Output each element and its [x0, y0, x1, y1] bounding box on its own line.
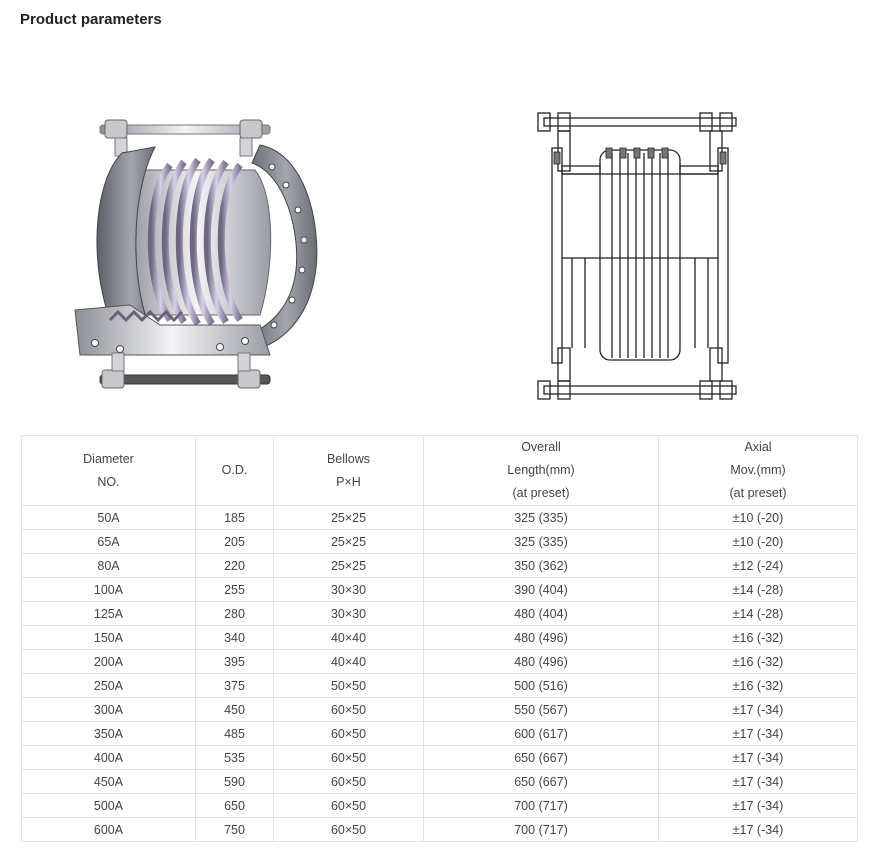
table-cell: 40×40 [274, 650, 424, 674]
table-cell: 30×30 [274, 602, 424, 626]
table-row [22, 602, 858, 626]
table-cell: ±17 (-34) [659, 770, 858, 794]
table-cell: ±17 (-34) [659, 746, 858, 770]
table-cell: 185 [196, 506, 274, 530]
table-cell: 395 [196, 650, 274, 674]
table-row [22, 698, 858, 722]
table-cell: 650 [196, 794, 274, 818]
table-cell: 350A [22, 722, 196, 746]
header-od: O.D. [196, 436, 274, 506]
table-cell: 450A [22, 770, 196, 794]
table-cell: 590 [196, 770, 274, 794]
table-cell: 325 (335) [424, 530, 659, 554]
table-cell: 600 (617) [424, 722, 659, 746]
table-cell: ±17 (-34) [659, 818, 858, 842]
table-row [22, 506, 858, 530]
header-axial-movement: Axial Mov.(mm) (at preset) [659, 436, 858, 506]
header-bellows: Bellows P×H [274, 436, 424, 506]
table-cell: 480 (496) [424, 626, 659, 650]
table-cell: 485 [196, 722, 274, 746]
table-row [22, 794, 858, 818]
expansion-joint-photo [60, 115, 320, 400]
table-cell: 340 [196, 626, 274, 650]
table-cell: 400A [22, 746, 196, 770]
table-cell: 220 [196, 554, 274, 578]
table-cell: 350 (362) [424, 554, 659, 578]
table-cell: 205 [196, 530, 274, 554]
table-cell: ±17 (-34) [659, 698, 858, 722]
table-row [22, 770, 858, 794]
table-cell: 750 [196, 818, 274, 842]
table-cell: 60×50 [274, 722, 424, 746]
table-cell: 650 (667) [424, 746, 659, 770]
table-row [22, 554, 858, 578]
table-cell: 480 (404) [424, 602, 659, 626]
table-cell: 450 [196, 698, 274, 722]
table-cell: 250A [22, 674, 196, 698]
table-header-row [22, 436, 858, 506]
table-cell: 40×40 [274, 626, 424, 650]
table-cell: ±14 (-28) [659, 602, 858, 626]
table-cell: 280 [196, 602, 274, 626]
table-cell: 200A [22, 650, 196, 674]
table-cell: ±10 (-20) [659, 530, 858, 554]
table-cell: 50×50 [274, 674, 424, 698]
table-cell: 80A [22, 554, 196, 578]
table-cell: ±17 (-34) [659, 794, 858, 818]
table-cell: 375 [196, 674, 274, 698]
table-cell: 25×25 [274, 530, 424, 554]
table-cell: 60×50 [274, 794, 424, 818]
table-cell: 500 (516) [424, 674, 659, 698]
table-row [22, 746, 858, 770]
table-cell: ±16 (-32) [659, 626, 858, 650]
table-cell: 30×30 [274, 578, 424, 602]
table-cell: 700 (717) [424, 818, 659, 842]
table-cell: ±10 (-20) [659, 506, 858, 530]
table-cell: 255 [196, 578, 274, 602]
table-cell: 50A [22, 506, 196, 530]
table-cell: ±12 (-24) [659, 554, 858, 578]
table-cell: 100A [22, 578, 196, 602]
table-row [22, 626, 858, 650]
table-cell: 480 (496) [424, 650, 659, 674]
table-cell: ±14 (-28) [659, 578, 858, 602]
table-cell: 300A [22, 698, 196, 722]
table-cell: 60×50 [274, 746, 424, 770]
table-cell: 650 (667) [424, 770, 659, 794]
table-cell: 25×25 [274, 554, 424, 578]
expansion-joint-drawing [530, 108, 750, 403]
table-cell: 700 (717) [424, 794, 659, 818]
table-cell: ±17 (-34) [659, 722, 858, 746]
header-overall-length: Overall Length(mm) (at preset) [424, 436, 659, 506]
table-cell: 600A [22, 818, 196, 842]
table-cell: 60×50 [274, 818, 424, 842]
table-row [22, 722, 858, 746]
table-cell: 325 (335) [424, 506, 659, 530]
table-cell: ±16 (-32) [659, 674, 858, 698]
table-row [22, 674, 858, 698]
table-row [22, 650, 858, 674]
table-cell: 65A [22, 530, 196, 554]
table-row [22, 578, 858, 602]
table-cell: ±16 (-32) [659, 650, 858, 674]
table-cell: 500A [22, 794, 196, 818]
table-cell: 535 [196, 746, 274, 770]
table-cell: 60×50 [274, 698, 424, 722]
table-cell: 150A [22, 626, 196, 650]
table-row [22, 530, 858, 554]
table-cell: 25×25 [274, 506, 424, 530]
header-diameter: Diameter NO. [22, 436, 196, 506]
table-cell: 550 (567) [424, 698, 659, 722]
table-row [22, 818, 858, 842]
table-cell: 390 (404) [424, 578, 659, 602]
table-cell: 60×50 [274, 770, 424, 794]
page-title: Product parameters [20, 11, 162, 28]
table-cell: 125A [22, 602, 196, 626]
parameters-table [21, 435, 858, 842]
